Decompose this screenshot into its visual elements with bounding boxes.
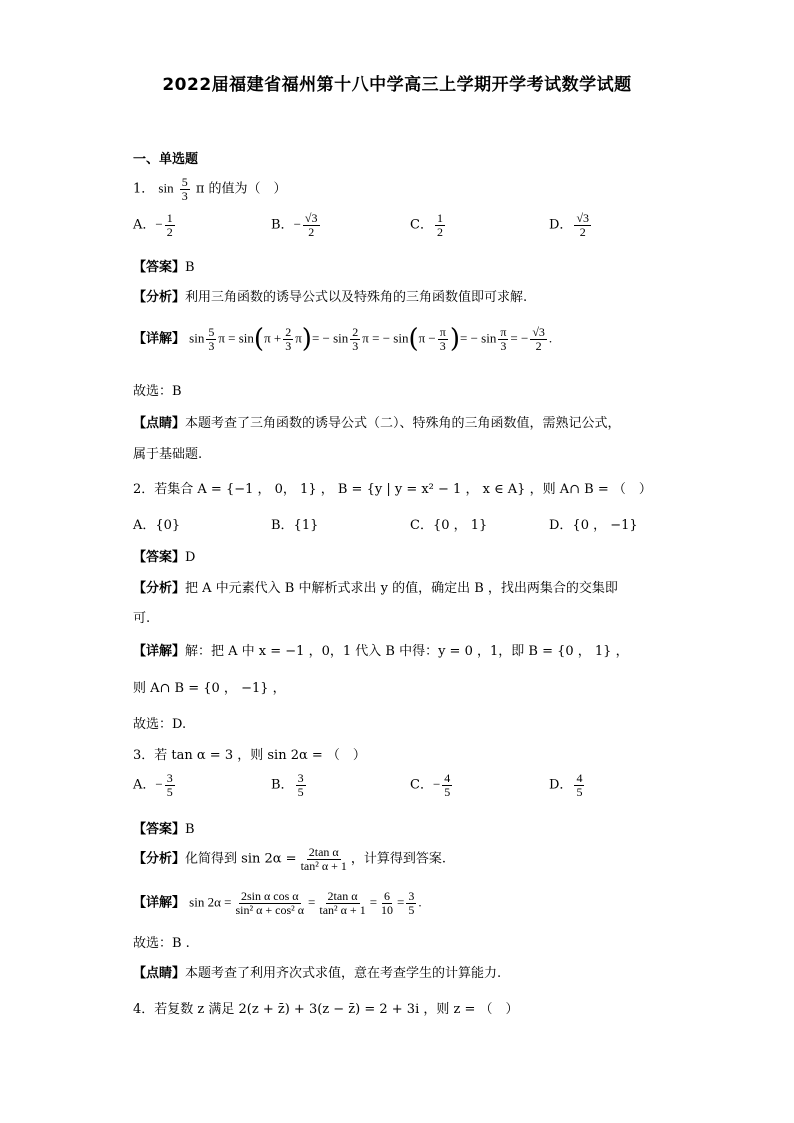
q1-stem-pre: sin — [158, 180, 174, 196]
q2-option-c: C．{0 ， 1} — [410, 518, 488, 533]
q1-stem — [133, 176, 287, 202]
q3-option-c: C．− $\frac{4}{5}$ — [410, 771, 451, 799]
q3-option-d: D． $\frac{4}{5}$ — [549, 771, 583, 799]
q1-stem-fraction: $\frac{5}{3}$ — [181, 175, 188, 203]
q1-analysis: 【分析】利用三角函数的诱导公式以及特殊角的三角函数值即可求解. — [133, 290, 528, 305]
q2-option-b: B．{1} — [271, 518, 319, 533]
q4-stem: 4．若复数 z 满足 2(z + z̄) + 3(z − z̄) = 2 + 3i ，则 z = （ ） — [133, 1002, 519, 1017]
q3-option-a: A．− $\frac{3}{5}$ — [133, 771, 173, 799]
q2-choose: 故选：D. — [133, 717, 187, 732]
q2-stem: 2．若集合 A = {−1 ， 0， 1} ， B = {y | y = x² − 1 ， x ∈ A} ，则 A∩ B = （ ） — [133, 482, 652, 497]
page-title: 2022届福建省福州第十八中学高三上学期开学考试数学试题 — [162, 75, 632, 95]
q3-detail: 【详解】 sin 2α = $\frac{\text{2sin α cos α}}{\text{sin² α + cos² α}}$ = $\frac{\text{2tan α}}{\text{tan² α + 1}}$ = $\frac{6}{10}$ = $\frac{3}{5}$ . — [133, 889, 422, 917]
q1-option-a: A．− $\frac{1}{2}$ — [133, 211, 173, 239]
q2-analysis-line2: 可. — [133, 611, 151, 626]
q1-comment-line2: 属于基础题. — [133, 447, 203, 462]
q2-option-d: D．{0 ， −1} — [549, 518, 638, 533]
q2-option-a: A．{0} — [133, 518, 181, 533]
q2-detail: 【详解】解：把 A 中 x = −1 ，0，1 代入 B 中得：y = 0 ，1，即 B = {0 ， 1} ， — [133, 644, 629, 659]
q2-analysis: 【分析】把 A 中元素代入 B 中解析式求出 y 的值，确定出 B ，找出两集合的交集即 — [133, 581, 618, 596]
q1-option-b: B．− $\frac{√3}{2}$ — [271, 211, 318, 239]
q3-choose: 故选：B . — [133, 936, 190, 951]
q2-detail-line2: 则 A∩ B = {0 ， −1} ， — [133, 681, 286, 696]
q3-option-b: B． $\frac{3}{5}$ — [271, 771, 304, 799]
q3-comment: 【点睛】本题考查了利用齐次式求值，意在考查学生的计算能力. — [133, 966, 502, 981]
q3-stem: 3．若 tan α = 3 ，则 sin 2α = （ ） — [133, 748, 366, 763]
q1-option-d: D． $\frac{√3}{2}$ — [549, 211, 590, 239]
q1-choose: 故选：B — [133, 384, 182, 399]
q1-detail: 【详解】 sin $\frac{5}{3}$ π = sin(π + $\frac{2}{3}$ π)= − sin $\frac{2}{3}$ π = − sin(π − $\frac{\pi}{3}$ )= − sin $\frac{\pi}{3}$ = − $\frac{√3}{2}$ . — [133, 324, 553, 355]
q3-analysis: 【分析】化简得到 sin 2α = $\frac{\text{2tan α}}{\text{tan² α + 1}}$ ，计算得到答案. — [133, 845, 447, 873]
q2-answer: 【答案】D — [133, 550, 196, 565]
q1-answer: 【答案】B — [133, 260, 195, 275]
q1-stem-post: π 的值为（ ） — [195, 181, 287, 197]
q1-option-c: C． $\frac{1}{2}$ — [410, 211, 443, 239]
q3-answer: 【答案】B — [133, 822, 195, 837]
section-heading: 一、单选题 — [133, 152, 199, 167]
q1-comment: 【点睛】本题考查了三角函数的诱导公式（二）、特殊角的三角函数值，需熟记公式， — [133, 416, 621, 431]
q1-number: 1． — [133, 181, 155, 197]
